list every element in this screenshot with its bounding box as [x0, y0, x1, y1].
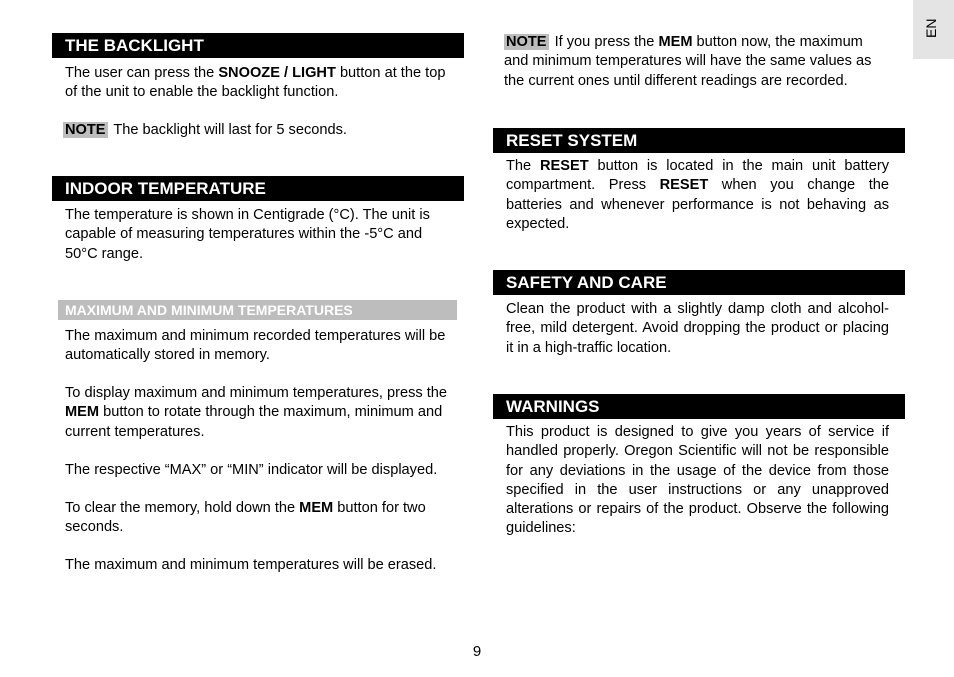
note-tag: NOTE: [506, 34, 547, 50]
maxmin-p2-text-a: To display maximum and minimum temperatures, press the: [65, 385, 448, 401]
language-label: EN: [923, 18, 939, 38]
reset-text-a: The: [506, 158, 540, 174]
maxmin-paragraph-5: The maximum and minimum temperatures will be erased.: [65, 557, 437, 573]
maxmin-p2-text-c: button to rotate through the maximum, minimum and current temperatures.: [65, 404, 443, 440]
reset-label: RESET: [659, 177, 709, 194]
maxmin-paragraph-1: The maximum and minimum recorded temperatures will be automatically stored in memory.: [65, 328, 446, 364]
warnings-heading: WARNINGS: [493, 394, 905, 419]
indoor-temperature-heading: INDOOR TEMPERATURE: [52, 176, 464, 201]
reset-system-heading: RESET SYSTEM: [493, 128, 905, 153]
note-tag: NOTE: [65, 122, 106, 138]
safety-and-care-heading: SAFETY AND CARE: [493, 270, 905, 295]
mem-label: MEM: [658, 34, 693, 50]
maxmin-paragraph-2: [65, 384, 448, 442]
mem-label: MEM: [299, 500, 334, 516]
safety-and-care-paragraph: Clean the product with a slightly damp cloth and alcohol-free, mild detergent. Avoid dropping the product or placing it in a high-traffic location.: [506, 301, 889, 356]
reset-text-e: when you change the batteries and whenever performance is not behaving as expected.: [506, 177, 889, 232]
maxmin-p4-text-a: To clear the memory, hold down the: [65, 500, 300, 516]
mem-label: MEM: [65, 404, 100, 421]
mem-note-text-c: button now, the maximum and minimum temperatures will have the same values as the current ones until different readings are recorded.: [504, 34, 872, 89]
mem-note-text-a: If you press the: [550, 34, 659, 50]
backlight-text-a: The user can press the: [65, 65, 219, 81]
backlight-paragraph: [65, 64, 448, 103]
reset-system-paragraph: [506, 157, 889, 234]
mem-note: [504, 33, 889, 91]
snooze-light-label: SNOOZE / LIGHT: [218, 65, 336, 81]
page-number: 9: [472, 643, 482, 660]
maxmin-p4-text-c: button for two seconds.: [65, 500, 426, 536]
backlight-text-c: button at the top of the unit to enable the backlight function.: [65, 65, 446, 101]
maxmin-paragraph-3: The respective “MAX” or “MIN” indicator will be displayed.: [65, 462, 438, 478]
language-tab: [913, 0, 954, 59]
reset-label: RESET: [540, 158, 589, 174]
warnings-paragraph: This product is designed to give you years of service if handled properly. Oregon Scientific will not be responsible for any deviations in the usage of the device from those specified in the user instructions or any unapproved alterations or repairs of the product. Observe the following guidelines:: [506, 424, 889, 537]
maxmin-subheading: MAXIMUM AND MINIMUM TEMPERATURES: [58, 300, 457, 320]
backlight-note: [63, 121, 446, 140]
maxmin-paragraph-4: [65, 499, 448, 538]
note-text: The backlight will last for 5 seconds.: [109, 122, 347, 138]
backlight-heading: THE BACKLIGHT: [52, 33, 464, 58]
indoor-temperature-paragraph: The temperature is shown in Centigrade (°C). The unit is capable of measuring temperatures within the -5°C and 50°C range.: [65, 207, 430, 262]
reset-text-c: button is located in the main unit battery compartment. Press: [506, 158, 889, 194]
